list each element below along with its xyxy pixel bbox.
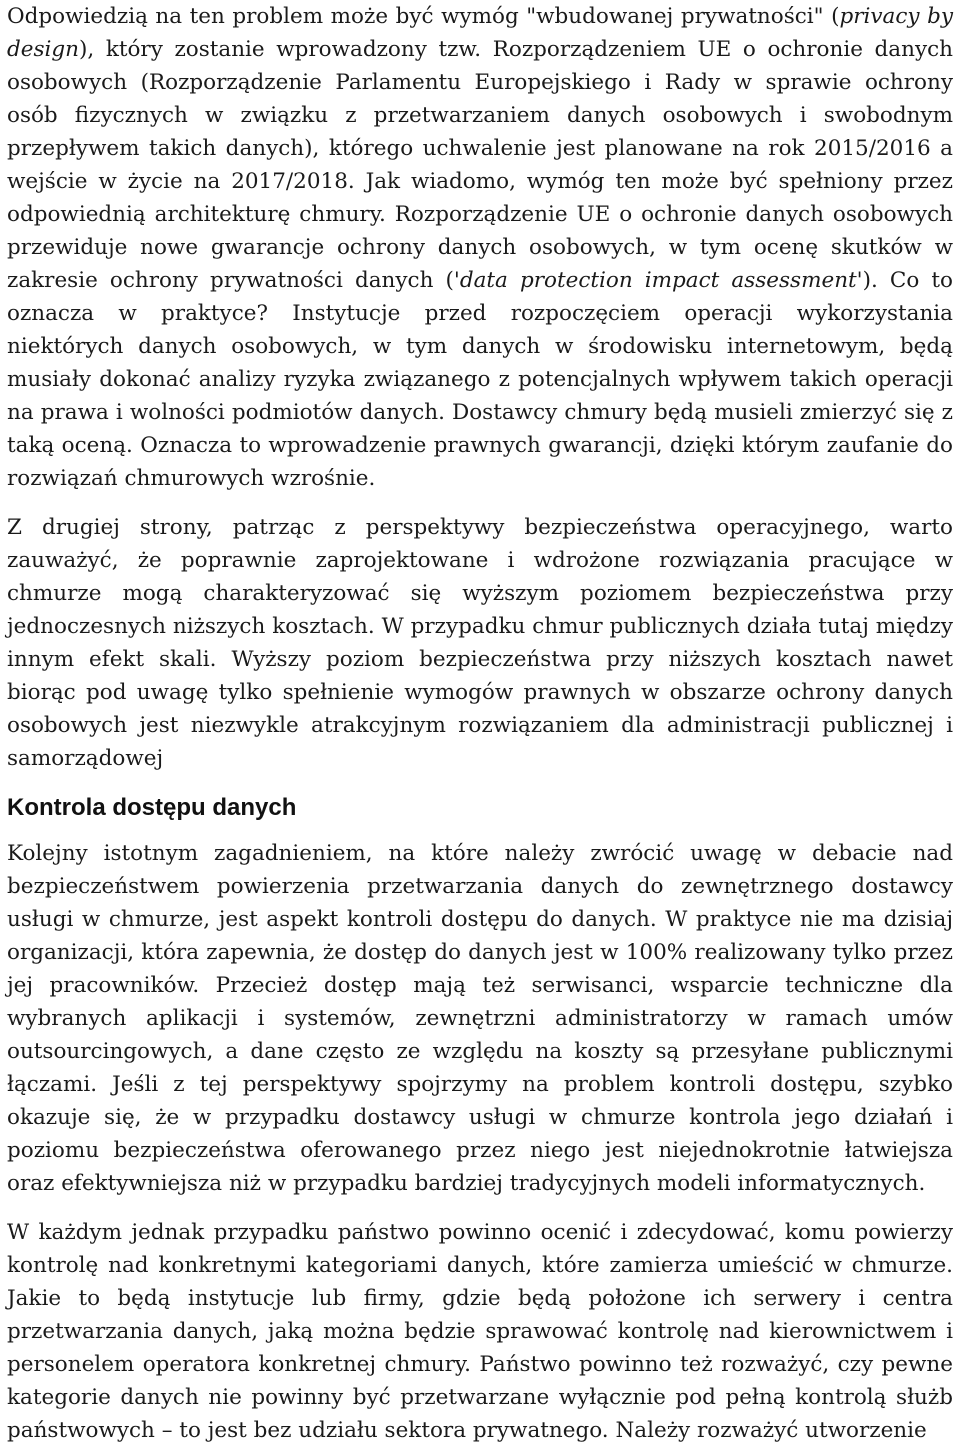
paragraph-privacy-by-design: [7, 0, 953, 495]
paragraph-access-control: Kolejny istotnym zagadnieniem, na które należy zwrócić uwagę w debacie nad bezpieczeństwem powierzenia przetwarzania danych do zewnętrznego dostawcy usługi w chmurze, jest aspekt kontroli dostępu do danych. W praktyce nie ma dzisiaj organizacji, która zapewnia, że dostęp do danych jest w 100% realizowany tylko przez jej pracowników. Przecież dostęp mają też serwisanci, wsparcie techniczne dla wybranych aplikacji i systemów, zewnętrzni administratorzy w ramach umów outsourcingowych, a dane często ze względu na koszty są przesyłane publicznymi łączami. Jeśli z tej perspektywy spojrzymy na problem kontroli dostępu, szybko okazuje się, że w przypadku dostawcy usługi w chmurze kontrola jego działań i poziomu bezpieczeństwa oferowanego przez niego jest niejednokrotnie łatwiejsza oraz efektywniejsza niż w przypadku bardziej tradycyjnych modeli informatycznych.: [7, 841, 953, 1196]
italic-term: 'data protection impact assessment': [453, 268, 863, 293]
paragraph-text: ), który zostanie wprowadzony tzw. Rozporządzeniem UE o ochronie danych osobowych (Rozporządzenie Parlamentu Europejskiego i Rady w sprawie ochrony osób fizycznych w związku z przetwarzaniem danych osobowych i swobodnym przepływem takich danych), którego uchwalenie jest planowane na rok 2015/2016 a wejście w życie na 2017/2018. Jak wiadomo, wymóg ten może być spełniony przez odpowiednią architekturę chmury. Rozporządzenie UE o ochronie danych osobowych przewiduje nowe gwarancje ochrony danych osobowych, w tym ocenę skutków w zakresie ochrony prywatności danych (: [7, 37, 953, 293]
paragraph-text: ). Co to oznacza w praktyce? Instytucje przed rozpoczęciem operacji wykorzystania niektórych danych osobowych, w tym danych w środowisku internetowym, będą musiały dokonać analizy ryzyka związanego z potencjalnych wpływem takich operacji na prawa i wolności podmiotów danych. Dostawcy chmury będą musieli zmierzyć się z taką oceną. Oznacza to wprowadzenie prawnych gwarancji, dzięki którym zaufanie do rozwiązań chmurowych wzrośnie.: [7, 268, 954, 491]
paragraph-state-decision: W każdym jednak przypadku państwo powinno ocenić i zdecydować, komu powierzy kontrolę nad konkretnymi kategoriami danych, które zamierza umieścić w chmurze. Jakie to będą instytucje lub firmy, gdzie będą położone ich serwery i centra przetwarzania danych, jaką można będzie sprawować kontrolę nad kierownictwem i personelem operatora konkretnej chmury. Państwo powinno też rozważyć, czy pewne kategorie danych nie powinny być przetwarzane wyłącznie pod pełną kontrolą służb państwowych – to jest bez udziału sektora prywatnego. Należy rozważyć utworzenie: [7, 1220, 953, 1443]
italic-term: privacy by design: [7, 4, 953, 62]
paragraph-operational-security: Z drugiej strony, patrząc z perspektywy bezpieczeństwa operacyjnego, warto zauważyć, że poprawnie zaprojektowane i wdrożone rozwiązania pracujące w chmurze mogą charakteryzować się wyższym poziomem bezpieczeństwa przy jednoczesnych niższych kosztach. W przypadku chmur publicznych działa tutaj między innym efekt skali. Wyższy poziom bezpieczeństwa przy niższych kosztach nawet biorąc pod uwagę tylko spełnienie wymogów prawnych w obszarze ochrony danych osobowych jest niezwykle atrakcyjnym rozwiązaniem dla administracji publicznej i samorządowej: [7, 515, 953, 771]
paragraph-text: Odpowiedzią na ten problem może być wymóg "wbudowanej prywatności" (: [7, 4, 840, 29]
section-heading: Kontrola dostępu danych: [7, 794, 297, 821]
